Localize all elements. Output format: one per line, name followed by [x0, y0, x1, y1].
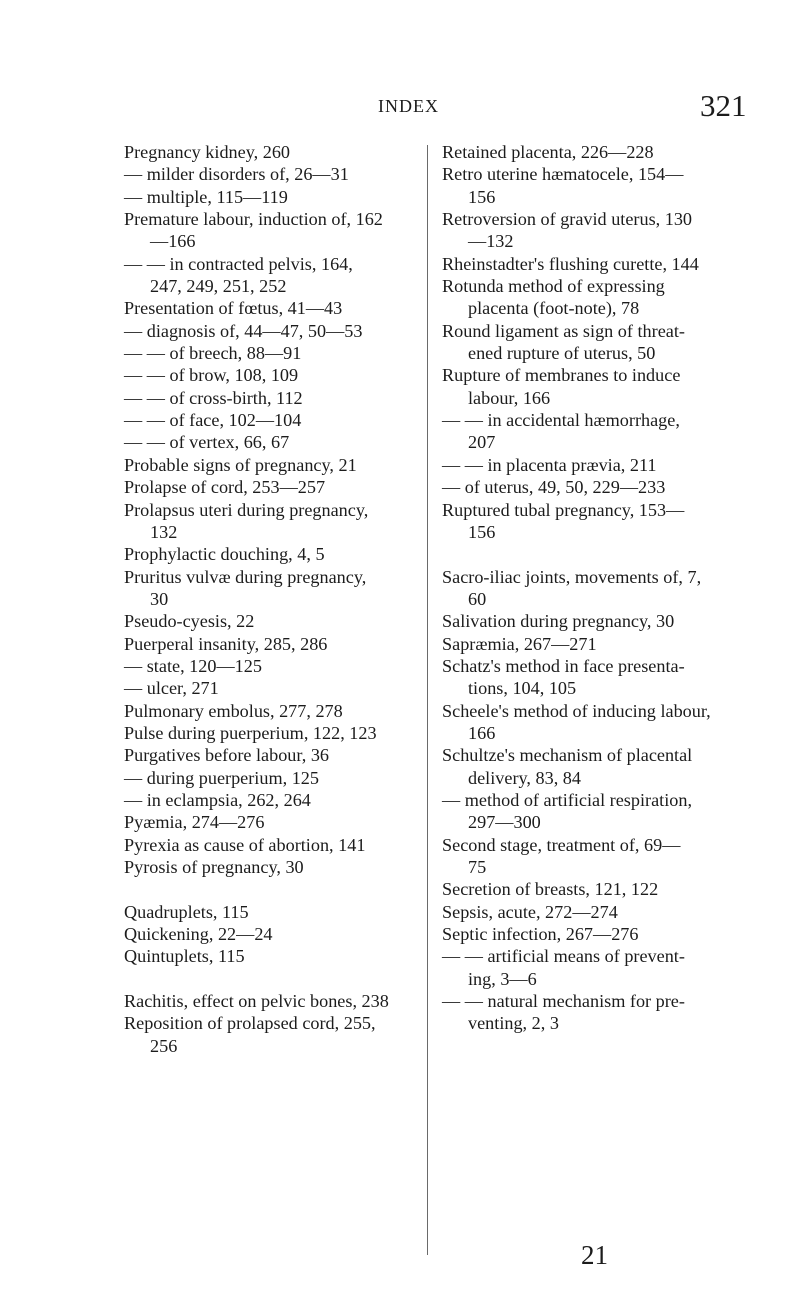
index-entry: — — of vertex, 66, 67: [124, 432, 290, 453]
index-entry: — milder disorders of, 26—31: [124, 164, 349, 185]
page-number: 321: [700, 88, 747, 123]
index-column-left: [124, 141, 424, 1057]
index-entry: Pyæmia, 274—276: [124, 812, 265, 833]
index-entry-continuation: ing, 3—6: [468, 968, 537, 989]
index-entry-continuation: 256: [150, 1035, 178, 1056]
index-entry: Rheinstadter's flushing curette, 144: [442, 253, 699, 274]
index-entry: Quickening, 22—24: [124, 924, 273, 945]
index-entry-continuation: 207: [468, 432, 496, 453]
index-entry: Purgatives before labour, 36: [124, 745, 330, 766]
index-entry: Secretion of breasts, 121, 122: [442, 879, 659, 900]
index-entry: Probable signs of pregnancy, 21: [124, 454, 357, 475]
index-entry: Second stage, treatment of, 69—: [442, 834, 681, 855]
index-entry: Rachitis, effect on pelvic bones, 238: [124, 991, 389, 1012]
index-entry: Pulmonary embolus, 277, 278: [124, 700, 343, 721]
index-entry: — — of cross-birth, 112: [124, 387, 303, 408]
index-entry: Quintuplets, 115: [124, 946, 245, 967]
index-entry: — ulcer, 271: [124, 678, 219, 699]
index-gap: [442, 543, 772, 565]
index-entry-continuation: labour, 166: [468, 387, 551, 408]
index-entry: — of uterus, 49, 50, 229—233: [442, 477, 666, 498]
index-entry-continuation: 297—300: [468, 812, 541, 833]
index-entry: Ruptured tubal pregnancy, 153—: [442, 499, 685, 520]
page-header: [0, 88, 800, 128]
index-entry: Prolapse of cord, 253—257: [124, 477, 326, 498]
index-entry: — — natural mechanism for pre-: [442, 991, 685, 1012]
index-entry: — multiple, 115—119: [124, 186, 288, 207]
index-entry: — — of brow, 108, 109: [124, 365, 299, 386]
index-entry: Round ligament as sign of threat-: [442, 320, 685, 341]
index-entry-continuation: —166: [150, 231, 196, 252]
index-entry: Schultze's mechanism of placental: [442, 745, 693, 766]
index-entry: Prolapsus uteri during pregnancy,: [124, 499, 369, 520]
index-entry: Sacro-iliac joints, movements of, 7,: [442, 566, 702, 587]
index-entry: — state, 120—125: [124, 655, 262, 676]
index-entry: Pyrosis of pregnancy, 30: [124, 857, 304, 877]
index-entry: Sapræmia, 267—271: [442, 633, 597, 654]
index-entry: Puerperal insanity, 285, 286: [124, 633, 328, 654]
index-entry-continuation: 132: [150, 521, 178, 542]
index-entry: — method of artificial respiration,: [442, 789, 692, 810]
index-entry-continuation: tions, 104, 105: [468, 678, 577, 699]
index-gap: [124, 968, 424, 990]
index-entry: — — in placenta prævia, 211: [442, 454, 657, 475]
index-entry: Pulse during puerperium, 122, 123: [124, 722, 377, 743]
index-entry: — — in contracted pelvis, 164,: [124, 253, 353, 274]
index-entry-continuation: 156: [468, 186, 496, 207]
index-entry-continuation: 247, 249, 251, 252: [150, 276, 287, 297]
index-entry: Prophylactic douching, 4, 5: [124, 544, 325, 565]
index-entry-continuation: 156: [468, 521, 496, 542]
index-entry: Retained placenta, 226—228: [442, 142, 654, 162]
index-entry: — in eclampsia, 262, 264: [124, 789, 311, 810]
index-entry-continuation: placenta (foot-note), 78: [468, 298, 640, 319]
index-entry: Pyrexia as cause of abortion, 141: [124, 834, 366, 855]
index-entry-continuation: ened rupture of uterus, 50: [468, 343, 656, 364]
index-entry-continuation: delivery, 83, 84: [468, 767, 581, 788]
page-title: INDEX: [378, 96, 439, 116]
index-entry: — — of breech, 88—91: [124, 343, 302, 364]
index-entry: Quadruplets, 115: [124, 901, 249, 922]
index-entry-continuation: 60: [468, 588, 487, 609]
index-entry: Scheele's method of inducing labour,: [442, 700, 711, 721]
index-entry-continuation: 166: [468, 722, 496, 743]
index-entry: Salivation during pregnancy, 30: [442, 611, 675, 632]
signature-mark: 21: [581, 1240, 608, 1270]
index-entry: — — artificial means of prevent-: [442, 946, 685, 967]
index-gap: [124, 878, 424, 900]
index-entry: — — of face, 102—104: [124, 410, 302, 431]
index-entry-continuation: —132: [468, 231, 514, 252]
index-entry: — — in accidental hæmorrhage,: [442, 410, 680, 431]
index-entry: — diagnosis of, 44—47, 50—53: [124, 320, 363, 341]
index-entry: Reposition of prolapsed cord, 255,: [124, 1013, 376, 1034]
index-entry: Presentation of fœtus, 41—43: [124, 298, 343, 319]
index-entry: Premature labour, induction of, 162: [124, 209, 383, 230]
index-entry: — during puerperium, 125: [124, 767, 319, 788]
index-entry-continuation: venting, 2, 3: [468, 1013, 559, 1034]
index-entry: Pseudo-cyesis, 22: [124, 611, 255, 632]
index-entry: Rotunda method of expressing: [442, 276, 665, 297]
index-entry-continuation: 30: [150, 588, 169, 609]
index-entry: Pruritus vulvæ during pregnancy,: [124, 566, 367, 587]
index-entry: Sepsis, acute, 272—274: [442, 901, 618, 922]
index-entry: Pregnancy kidney, 260: [124, 142, 291, 162]
index-entry: Schatz's method in face presenta-: [442, 655, 685, 676]
index-column-right: [442, 141, 772, 1035]
column-divider: [427, 145, 428, 1255]
index-entry: Retroversion of gravid uterus, 130: [442, 209, 693, 230]
index-entry-continuation: 75: [468, 857, 487, 877]
index-entry: Retro uterine hæmatocele, 154—: [442, 164, 684, 185]
index-entry: Rupture of membranes to induce: [442, 365, 681, 386]
index-entry: Septic infection, 267—276: [442, 924, 639, 945]
